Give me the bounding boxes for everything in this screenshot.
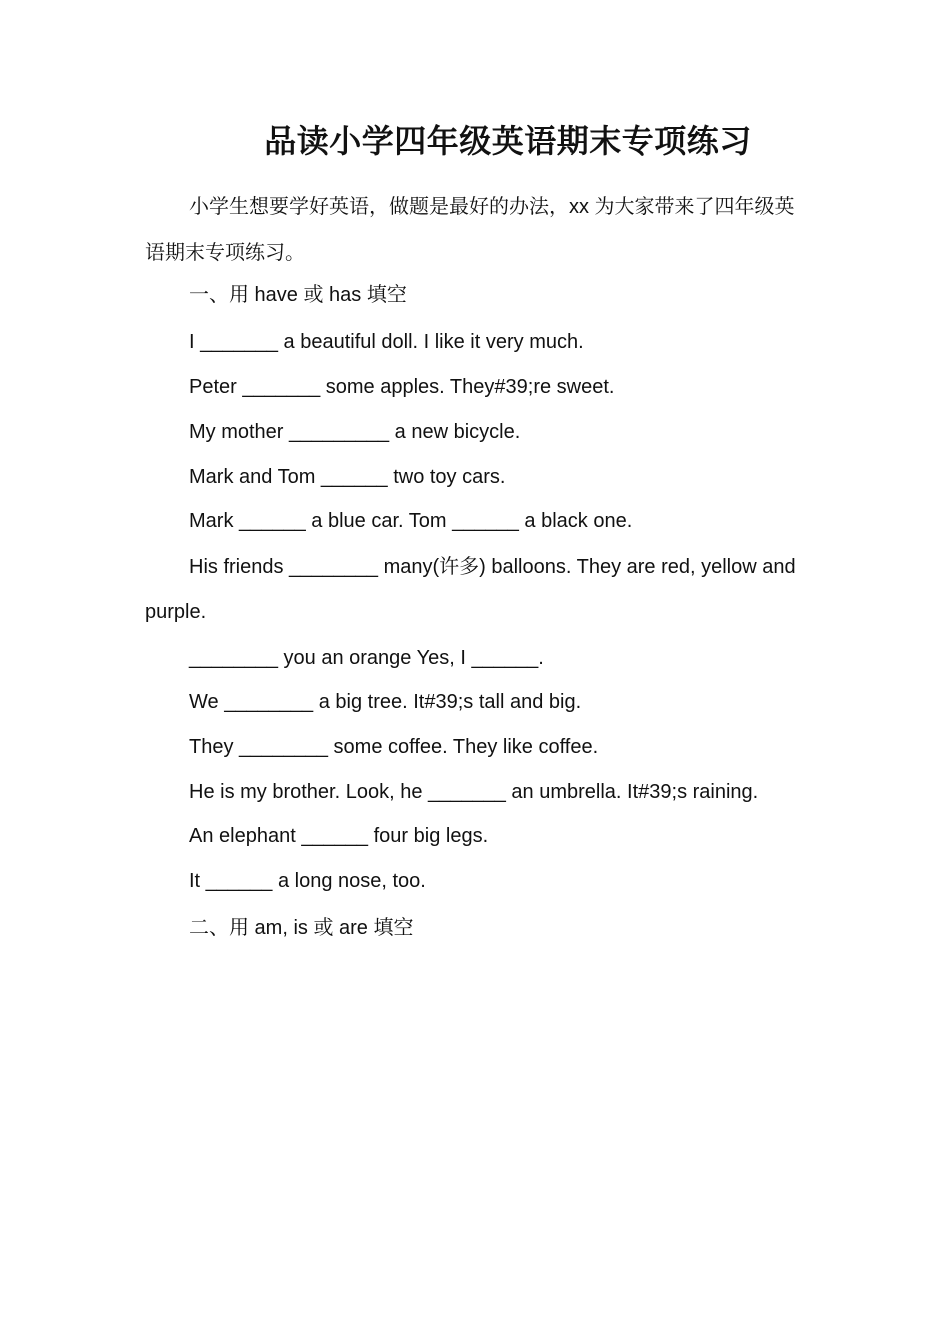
- intro-paragraph: 小学生想要学好英语，做题是最好的办法，xx 为大家带来了四年级英语期末专项练习。: [145, 196, 795, 264]
- exercise-item-1: I _______ a beautiful doll. I like it very much.: [189, 331, 584, 353]
- section-heading-have-has: 一、用 have 或 has 填空: [189, 284, 407, 306]
- exercise-item-8: We ________ a big tree. It#39;s tall and big.: [189, 691, 582, 713]
- exercise-item-3: My mother _________ a new bicycle.: [189, 421, 521, 443]
- exercise-item-9: They ________ some coffee. They like coffee.: [189, 736, 599, 758]
- exercise-item-10: He is my brother. Look, he _______ an umbrella. It#39;s raining.: [189, 781, 759, 803]
- exercise-item-11: An elephant ______ four big legs.: [189, 825, 489, 847]
- document-title: 品读小学四年级英语期末专项练习: [264, 122, 752, 160]
- exercise-item-7: ________ you an orange Yes, I ______.: [189, 647, 544, 669]
- exercise-item-4: Mark and Tom ______ two toy cars.: [189, 466, 506, 488]
- exercise-item-12: It ______ a long nose, too.: [189, 870, 426, 892]
- exercise-item-2: Peter _______ some apples. They#39;re sweet.: [189, 376, 615, 398]
- section-heading-am-is-are: 二、用 am, is 或 are 填空: [189, 917, 414, 939]
- exercise-item-6: His friends ________ many(许多) balloons. They are red, yellow and purple.: [145, 556, 796, 623]
- exercise-item-5: Mark ______ a blue car. Tom ______ a black one.: [189, 510, 633, 532]
